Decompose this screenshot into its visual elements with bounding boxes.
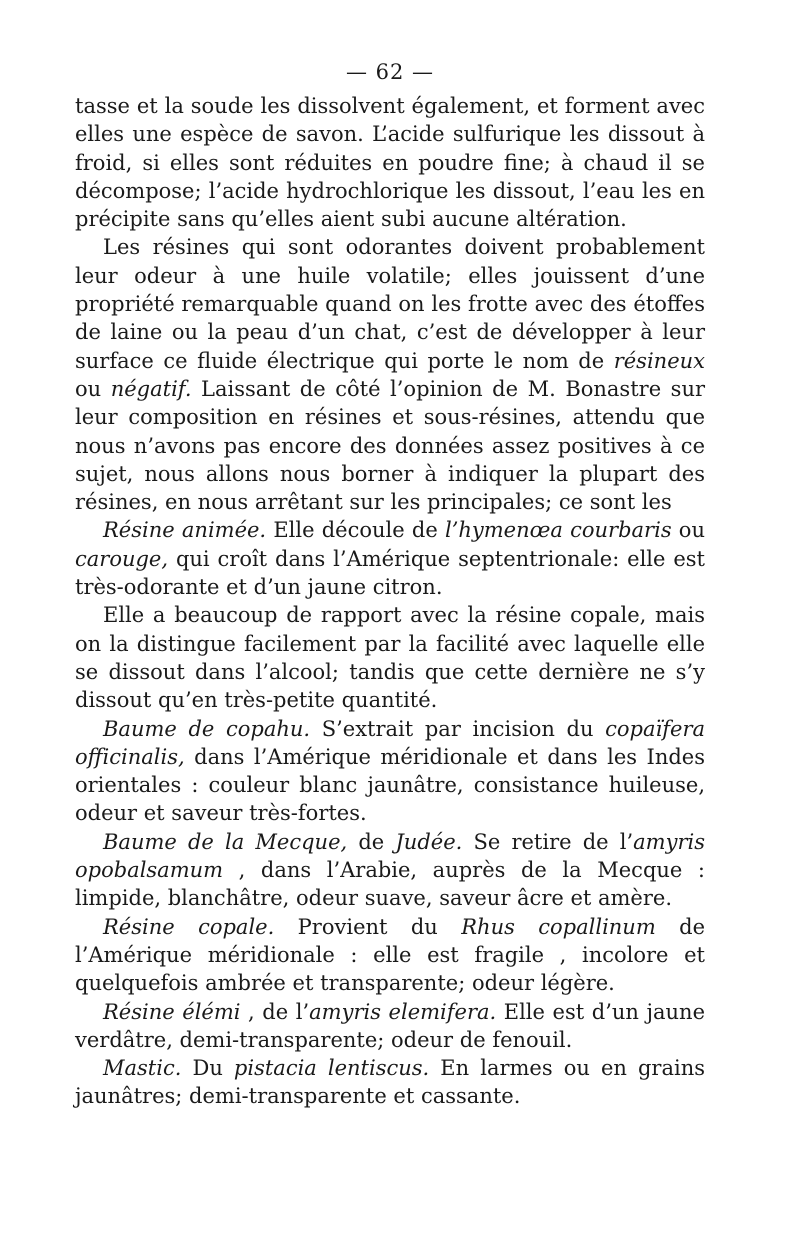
paragraph — [75, 998, 705, 1055]
text-run: S’extrait par incision du — [310, 716, 606, 741]
italic-text-run: Baume de copahu. — [103, 716, 311, 741]
italic-text-run: l’hymenœa courbaris — [444, 518, 672, 543]
italic-text-run: amyris opobalsamum — [75, 829, 705, 883]
italic-text-run: négatif. — [110, 376, 192, 401]
paragraph — [75, 1054, 705, 1111]
text-run: Elle a beaucoup de rapport avec la résine copale, mais on la distingue facilement par la facilité avec laquelle elle se dissout dans l’alcool; tandis que cette dernière ne s’y dissout qu’en très-petite quantité. — [75, 603, 705, 713]
italic-text-run: Rhus copallinum — [461, 914, 656, 939]
text-run: Les résines qui sont odorantes doivent probablement leur odeur à une huile volatile; elles jouissent d’une propriété remarquable quand on les frotte avec des étoffes de laine ou la peau d’un chat, c’est de développer à leur surface ce fluide électrique qui porte le nom de — [75, 235, 705, 373]
paragraph — [75, 601, 705, 714]
italic-text-run: copaïfera officinalis, — [75, 716, 705, 769]
italic-text-run: Résine animée. — [103, 518, 267, 543]
text-run: Elle est d’un jaune verdâtre, demi-transparente; odeur de fenouil. — [75, 999, 706, 1052]
text-run: qui croît dans l’Amérique septentrionale: elle est très-odorante et d’un jaune citron. — [75, 546, 705, 600]
text-run: Laissant de côté l’opinion de M. Bonastre sur leur composition en résines et sous-résines, attendu que nous n’avons pas encore des données assez positives à ce sujet, nous allons nous borner à indiquer la plupart des résines, en nous arrêtant sur les principales; ce sont les — [75, 376, 706, 515]
text-run: En larmes ou en grains jaunâtres; demi-transparente et cassante. — [75, 1056, 705, 1109]
italic-text-run: Résine élémi — [103, 999, 241, 1024]
page-number: — 62 — — [345, 60, 435, 84]
text-run: , dans l’Arabie, auprès de la Mecque : limpide, blanchâtre, odeur suave, saveur âcre et amère. — [75, 858, 705, 911]
text-run: Se retire de l’ — [462, 829, 634, 854]
text-run: Elle découle de — [266, 518, 445, 543]
text-run: de l’Amérique méridionale : elle est fragile , incolore et quelquefois ambrée et transparente; odeur légère. — [75, 914, 706, 996]
italic-text-run: amyris elemifera. — [309, 999, 497, 1024]
italic-text-run: pistacia lentiscus. — [233, 1056, 430, 1081]
paragraph — [75, 828, 705, 913]
italic-text-run: Judée. — [395, 829, 463, 854]
text-run: ou — [671, 518, 705, 543]
text-run: , de l’ — [240, 999, 310, 1024]
italic-text-run: Résine copale. — [103, 914, 275, 939]
paragraph — [75, 92, 705, 233]
italic-text-run: Baume de la Mecque, — [103, 829, 348, 854]
italic-text-run: Mastic. — [103, 1056, 182, 1081]
body-text — [75, 92, 705, 1111]
paragraph — [75, 913, 705, 998]
text-run: tasse et la soude les dissolvent également, et forment avec elles une espèce de savon. L’acide sulfurique les dissout à froid, si elles sont réduites en poudre fine; à chaud il se décompose; l’acide hydrochlorique les dissout, l’eau les en précipite sans qu’elles aient subi aucune altération. — [75, 94, 705, 232]
text-run: de — [347, 829, 396, 854]
paragraph — [75, 233, 705, 516]
italic-text-run: résineux — [613, 348, 705, 373]
paragraph — [75, 516, 705, 601]
text-run: dans l’Amérique méridionale et dans les Indes orientales : couleur blanc jaunâtre, consistance huileuse, odeur et saveur très-fortes. — [75, 744, 705, 826]
italic-text-run: carouge, — [75, 546, 169, 571]
paragraph — [75, 715, 705, 828]
text-run: Provient du — [274, 914, 462, 939]
text-run: ou — [75, 376, 111, 401]
text-run: Du — [181, 1056, 234, 1081]
